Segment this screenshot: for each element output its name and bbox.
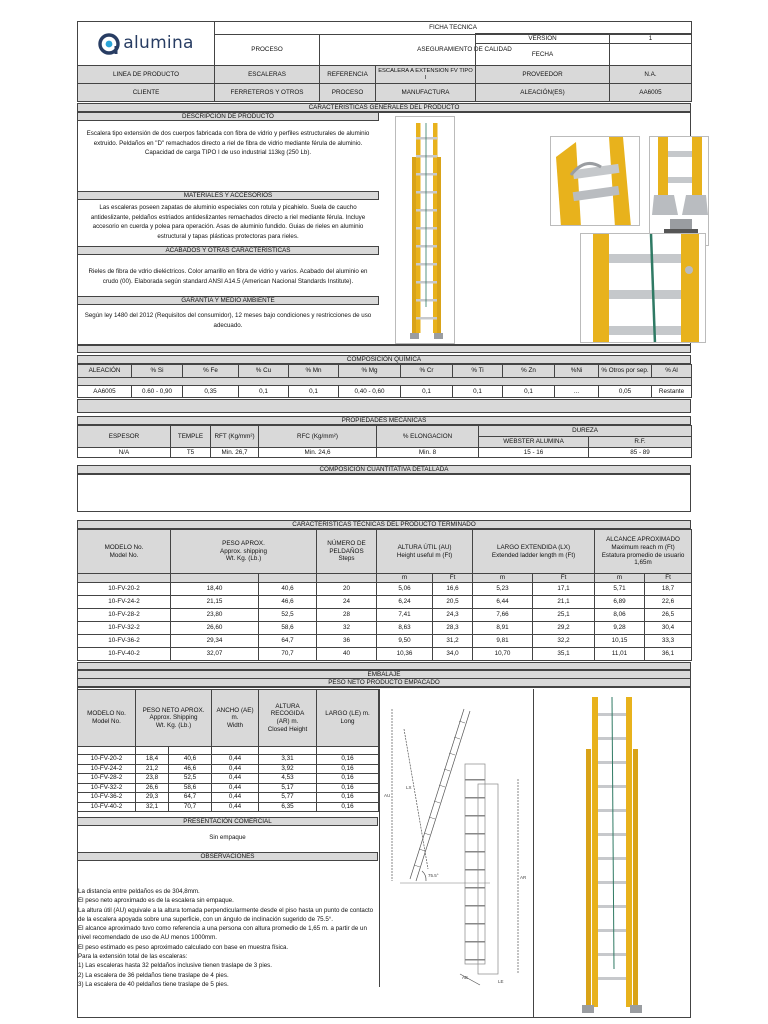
label-angle: 75.5° [428,873,439,878]
table-cell: 26,6 [136,783,169,793]
label-au: AU [384,793,391,798]
table-cell: 30,4 [645,622,692,635]
table-cell: 10-FV-36-2 [78,635,171,648]
embalaje-subtitle: PESO NETO PRODUCTO EMPACADO [77,678,691,687]
aleacion-value: AA6005 [610,84,692,102]
tecnicas-table [77,529,691,660]
table-cell: 4,53 [259,774,317,784]
table-cell: 8,06 [595,609,645,622]
table-row [78,783,379,793]
table-cell: 10-FV-40-2 [78,648,171,661]
quimica-header-cell: % Mn [289,365,339,378]
h-rft: RFT (Kg/mm²) [211,426,259,448]
version-grid [475,33,691,65]
label-ar: AR [520,875,527,880]
table-cell: 7,66 [473,609,533,622]
embalaje-title: EMBALAJE [77,670,691,679]
proceso2-label: PROCESO [320,84,376,102]
table-cell: 32,07 [171,648,259,661]
table-cell: 6,89 [595,596,645,609]
val-rfc: Min. 24,6 [259,448,377,458]
logo-cell [78,22,215,66]
observacion-line: 1) Las escaleras hasta 32 peldaños inclusive tienen traslape de 3 pies. [78,962,272,970]
observacion-line: 2) La escalera de 36 peldaños tiene traslape de 4 pies. [78,971,229,979]
quimica-value-cell: 0,35 [183,386,239,398]
table-cell: 18,4 [136,755,169,765]
quimica-value-cell: 0,1 [503,386,555,398]
aseguramiento-label: ASEGURAMIENTO DE CALIDAD [320,35,610,66]
table-cell: 7,41 [377,609,433,622]
h-dureza: DUREZA [479,426,692,437]
descripcion-title: DESCRIPCIÓN DE PRODUCTO [77,112,379,121]
table-cell: 5,17 [259,783,317,793]
e-h-altura: ALTURA RECOGIDA (AR) m. Closed Height [259,690,317,747]
materiales-text: Las escaleras poseen zapatas de aluminio especiales con rotula y picahielo. Suela de caucho antideslizante, peldaños estriados antideslizantes remachados directo a riel mediante férula. Incluye accesorio en cuerda y polea para operación. Asas de aluminio fundido. Guias de rieles en aluminio estructural y tapas plásticas protectoras para rieles. [90,204,366,240]
mecanicas-title: PROPIEDADES MECÁNICAS [77,416,691,425]
table-cell: 35,1 [533,648,595,661]
table-cell: 0,16 [317,755,379,765]
table-cell: 3,92 [259,764,317,774]
table-cell: 18,7 [645,583,692,596]
quimica-header-cell: %Ni [555,365,599,378]
linea-value: ESCALERAS [215,66,320,84]
table-cell: 25,1 [533,609,595,622]
observaciones-title: OBSERVACIONES [77,852,378,861]
val-elongacion: Min. 8 [377,448,479,458]
proveedor-value: N.A. [610,66,692,84]
header-block [77,21,691,65]
presentacion-title: PRESENTACIÓN COMERCIAL [77,817,378,826]
table-cell: 28,3 [433,622,473,635]
table-cell: 40 [317,648,377,661]
table-cell: 32,1 [136,802,169,812]
quimica-value-cell: AA6005 [78,386,132,398]
val-rft: Min. 26,7 [211,448,259,458]
table-cell: 10,15 [595,635,645,648]
t-h-alcance: ALCANCE APROXIMADO Maximum reach m (Ft) Estatura promedio de usuario 1,65m [595,530,692,574]
t-h-largo: LARGO EXTENDIDA (LX) Extended ladder length m (Ft) [473,530,595,574]
unit-ft: Ft [533,574,595,583]
label-ae: AE [462,975,469,980]
table-cell: 10-FV-28-2 [78,774,136,784]
materiales-title: MATERIALES Y ACCESORIOS [77,191,379,200]
ladder-photo [395,116,455,344]
table-row [78,583,692,596]
proceso2-value: MANUFACTURA [376,84,476,102]
observacion-line: El peso neto aproximado es de la escalera sin empaque. [78,897,234,905]
observacion-line: El peso estimado es peso aproximado calculado con base en muestra física. [78,943,289,951]
table-cell: 10-FV-20-2 [78,755,136,765]
e-h-peso: PESO NETO APROX. Approx. Shipping Wt. Kg. (Lb.) [136,690,212,747]
table-cell: 58,6 [259,622,317,635]
table-row [78,793,379,803]
table-cell: 22,6 [645,596,692,609]
table-cell: 10-FV-24-2 [78,764,136,774]
version-label: VERSION [476,34,610,44]
proveedor-label: PROVEEDOR [476,66,610,84]
embalaje-table [77,689,378,812]
table-cell: 5,06 [377,583,433,596]
quimica-header-cell: % Si [132,365,183,378]
table-cell: 10,70 [473,648,533,661]
unit-m: m [377,574,433,583]
quimica-header-cell: ALEACIÓN [78,365,132,378]
cuantitativa-title: COMPOSICIÓN CUANTITATIVA DETALLADA [77,465,691,474]
h-espesor: ESPESOR [78,426,171,448]
table-cell: 10-FV-32-2 [78,622,171,635]
fecha-value [610,44,692,66]
h-rfc: RFC (Kg/mm²) [259,426,377,448]
ladder-diagram [379,689,529,987]
table-cell: 0,44 [212,764,259,774]
label-le: LE [498,979,504,984]
linea-label: LINEA DE PRODUCTO [78,66,215,84]
descripcion-text: Escalera tipo extensión de dos cuerpos fabricada con fibra de vidrio y perfiles estructurales de aluminio extruido. Peldaños en "D" remachados directo a riel de fibra de vidrio mediante férula de aluminio. Capacidad de carga TIPO I de uso industrial 113kg (250 Lb). [86,130,370,157]
quimica-value-cell: 0,1 [453,386,503,398]
separator-2 [77,399,691,413]
table-cell: 10-FV-20-2 [78,583,171,596]
table-cell: 9,28 [595,622,645,635]
table-cell: 0,44 [212,802,259,812]
table-row [78,802,379,812]
ladder-full-photo [533,689,689,1017]
table-row [78,648,692,661]
val-webster: 15 - 16 [479,448,589,458]
h-elongacion: % ELONGACION [377,426,479,448]
general-title: CARACTERISTICAS GENERALES DEL PRODUCTO [77,103,691,112]
version-value: 1 [610,34,692,44]
proceso-label: PROCESO [215,35,320,66]
table-cell: 0,16 [317,774,379,784]
table-cell: 0,44 [212,793,259,803]
table-row [78,774,379,784]
logo-text: alumina [123,33,194,54]
table-cell: 24 [317,596,377,609]
quimica-table [77,364,691,397]
table-cell: 26,60 [171,622,259,635]
quimica-header-cell: % Zn [503,365,555,378]
quimica-header-cell: % Cr [401,365,453,378]
table-row [78,755,379,765]
table-cell: 9,50 [377,635,433,648]
t-h-peso: PESO APROX. Approx. shipping Wt. Kg. (Lb.) [171,530,317,574]
table-cell: 10-FV-32-2 [78,783,136,793]
table-cell: 24,3 [433,609,473,622]
table-cell: 64,7 [259,635,317,648]
table-cell: 29,34 [171,635,259,648]
table-cell: 9,81 [473,635,533,648]
table-cell: 32 [317,622,377,635]
table-cell: 29,3 [136,793,169,803]
table-cell: 5,77 [259,793,317,803]
table-row [78,622,692,635]
val-temple: T5 [171,448,211,458]
table-cell: 10-FV-28-2 [78,609,171,622]
val-rf: 85 - 89 [589,448,692,458]
table-cell: 58,6 [169,783,212,793]
table-cell: 34,0 [433,648,473,661]
cliente-label: CLIENTE [78,84,215,102]
alumina-logo-icon [98,33,120,55]
quimica-header-cell: % Cu [239,365,289,378]
rung-detail-photo [550,136,640,226]
table-cell: 64,7 [169,793,212,803]
table-cell: 0,16 [317,783,379,793]
quimica-header-cell: % Otros por sep. [599,365,652,378]
observacion-line: 3) La escalera de 40 peldaños tiene traslape de 5 pies. [78,980,229,988]
table-cell: 0,44 [212,755,259,765]
table-cell: 31,2 [433,635,473,648]
quimica-value-cell: 0,1 [401,386,453,398]
quimica-title: COMPOSICIÓN QUÍMICA [77,355,691,364]
observacion-line: La distancia entre peldaños es de 304,8mm. [78,888,200,895]
val-espesor: N/A [78,448,171,458]
table-cell: 11,01 [595,648,645,661]
table-row [78,596,692,609]
quimica-value-cell: 0,05 [599,386,652,398]
table-cell: 6,35 [259,802,317,812]
table-cell: 0,16 [317,764,379,774]
acabados-text: Rieles de fibra de vdrio dieléctricos. Color amarillo en fibra de vidrio y varios. Acabado del aluminio en crudo (00). Elaborada según standard ANSI A14.5 (American Nacional Standards Institute). [88,268,368,285]
table-cell: 36 [317,635,377,648]
presentacion-text: Sin empaque [209,834,246,841]
acabados-title: ACABADOS Y OTRAS CARACTERÍSTICAS [77,246,379,255]
quimica-value-cell: 0,40 - 0,60 [339,386,401,398]
separator-3 [77,662,691,670]
table-row [78,609,692,622]
table-cell: 21,15 [171,596,259,609]
table-cell: 10-FV-36-2 [78,793,136,803]
h-temple: TEMPLE [171,426,211,448]
quimica-value-cell: ... [555,386,599,398]
unit-m: m [473,574,533,583]
quimica-value-cell: 0,1 [239,386,289,398]
table-cell: 46,6 [169,764,212,774]
observaciones-list [78,887,378,989]
table-cell: 0,16 [317,802,379,812]
table-cell: 21,2 [136,764,169,774]
observacion-line: La altura útil (AU) equivale a la altura tomada perpendicularmente desde el piso hasta un punto de contacto de la escalera apoyada sobre una superficie, con un ángulo de inclinación sugerido de 75.5°. [78,906,374,923]
table-cell: 8,91 [473,622,533,635]
quimica-header-cell: % Fe [183,365,239,378]
quimica-value-cell: 0,1 [289,386,339,398]
e-h-modelo: MODELO No. Model No. [78,690,136,747]
separator-1 [77,345,691,353]
table-cell: 52,5 [169,774,212,784]
cuantitativa-body [77,474,691,512]
table-cell: 20,5 [433,596,473,609]
table-cell: 23,8 [136,774,169,784]
table-cell: 20 [317,583,377,596]
table-cell: 8,63 [377,622,433,635]
table-cell: 10,36 [377,648,433,661]
table-cell: 0,44 [212,783,259,793]
quimica-value-cell: 0.60 - 0,90 [132,386,183,398]
referencia-value: ESCALERA A EXTENSION FV TIPO I [376,66,476,84]
table-cell: 36,1 [645,648,692,661]
foot-detail-photo [649,136,709,246]
table-cell: 70,7 [259,648,317,661]
tecnicas-title: CARACTERÍSTICAS TÉCNICAS DEL PRODUCTO TERMINADO [77,520,691,529]
table-cell: 18,40 [171,583,259,596]
t-h-modelo: MODELO No. Model No. [78,530,171,574]
table-cell: 52,5 [259,609,317,622]
table-cell: 5,71 [595,583,645,596]
table-cell: 28 [317,609,377,622]
table-cell: 40,6 [259,583,317,596]
table-cell: 26,5 [645,609,692,622]
e-h-largo: LARGO (LE) m. Long [317,690,379,747]
table-cell: 16,6 [433,583,473,596]
aleacion-label: ALEACIÓN(ES) [476,84,610,102]
table-cell: 10-FV-24-2 [78,596,171,609]
unit-m: m [595,574,645,583]
unit-ft: Ft [433,574,473,583]
table-cell: 10-FV-40-2 [78,802,136,812]
table-cell: 23,80 [171,609,259,622]
referencia-label: REFERENCIA [320,66,376,84]
observacion-line: Para la extensión total de las escaleras: [78,953,188,961]
observacion-line: El alcance aproximado tuvo como referencia a una persona con altura promedio de 1,65 m. a partir de un nivel recomendado de uso de AU menos 1000mm. [78,925,367,942]
t-h-altura: ALTURA ÚTIL (AU) Height useful m (Ft) [377,530,473,574]
t-h-peldanos: NÚMERO DE PELDAÑOS Steps [317,530,377,574]
h-webster: WEBSTER ALUMINA [479,437,589,448]
ficha-tecnica-sheet [77,21,691,997]
cliente-value: FERRETEROS Y OTROS [215,84,320,102]
e-h-ancho: ANCHO (AE) m. Width [212,690,259,747]
table-row [78,764,379,774]
quimica-header-cell: % Ti [453,365,503,378]
table-row [78,635,692,648]
table-cell: 6,44 [473,596,533,609]
fecha-label: FECHA [476,44,610,66]
table-cell: 0,44 [212,774,259,784]
table-cell: 33,3 [645,635,692,648]
table-cell: 0,16 [317,793,379,803]
table-cell: 46,6 [259,596,317,609]
rail-detail-photo [580,233,706,343]
label-lx: LX [406,785,412,790]
ladder-dimension-drawing [380,689,530,987]
table-cell: 17,1 [533,583,595,596]
table-cell: 29,2 [533,622,595,635]
doc-title: FICHA TECNICA [215,22,692,35]
table-cell: 40,6 [169,755,212,765]
garantia-text: Según ley 1480 del 2012 (Requisitos del consumidor), 12 meses bajo condiciones y restricciones de uso adecuado. [84,312,372,329]
quimica-header-cell: % Mg [339,365,401,378]
table-cell: 21,1 [533,596,595,609]
table-cell: 3,31 [259,755,317,765]
table-cell: 70,7 [169,802,212,812]
table-cell: 5,23 [473,583,533,596]
quimica-header-cell: % Al [652,365,692,378]
table-cell: 6,24 [377,596,433,609]
unit-ft: Ft [645,574,692,583]
quimica-value-cell: Restante [652,386,692,398]
mecanicas-table [77,425,691,457]
header-info [77,65,691,101]
garantia-title: GARANTIA Y MEDIO AMBIENTE [77,296,379,305]
table-cell: 32,2 [533,635,595,648]
h-rf: R.F. [589,437,692,448]
